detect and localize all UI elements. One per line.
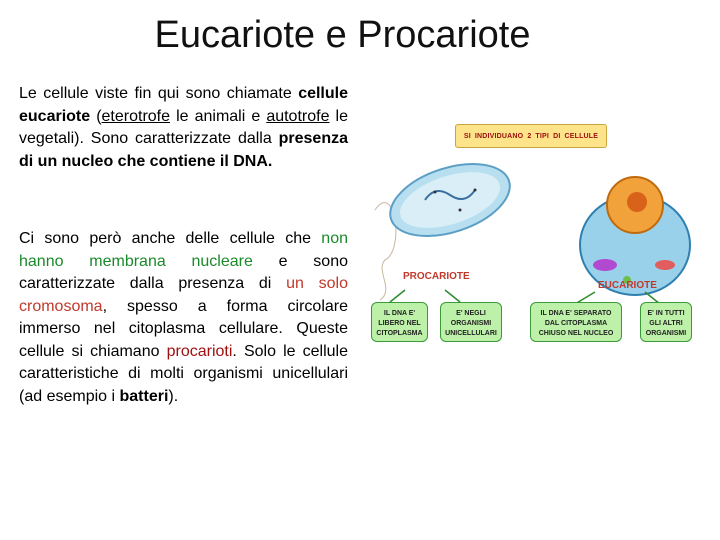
label-procariote: PROCARIOTE [403, 271, 470, 282]
label-eucariote: EUCARIOTE [598, 280, 657, 291]
slide-title: Eucariote e Procariote [154, 14, 531, 56]
paragraph-eucariote: Le cellule viste fin qui sono chiamate cellule eucariote (eterotrofe le animali e autotrofe le vegetali). Sono caratterizzate dalla presenza di un nucleo che contiene il DNA. [19, 85, 348, 170]
box-dna-separato: IL DNA E' SEPARATO DAL CITOPLASMA CHIUSO NEL NUCLEO [530, 302, 622, 342]
box-dna-libero: IL DNA E' LIBERO NEL CITOPLASMA [371, 302, 428, 342]
paragraph-procariote: Ci sono però anche delle cellule che non hanno membrana nucleare e sono caratterizzate dalla presenza di un solo cromosoma, spesso a forma circolare immerso nel citoplasma cellulare. Queste cellule si chiamano procarioti. Solo le cellule caratteristiche di molti organismi unicellulari (ad esempio i batteri). [19, 230, 349, 405]
box-altri-organismi: E' IN TUTTI GLI ALTRI ORGANISMI [640, 302, 692, 342]
box-unicellulari: E' NEGLI ORGANISMI UNICELLULARI [440, 302, 502, 342]
diagram-header: SI INDIVIDUANO 2 TIPI DI CELLULE [455, 124, 607, 148]
eukaryote-cell-image [580, 177, 690, 295]
